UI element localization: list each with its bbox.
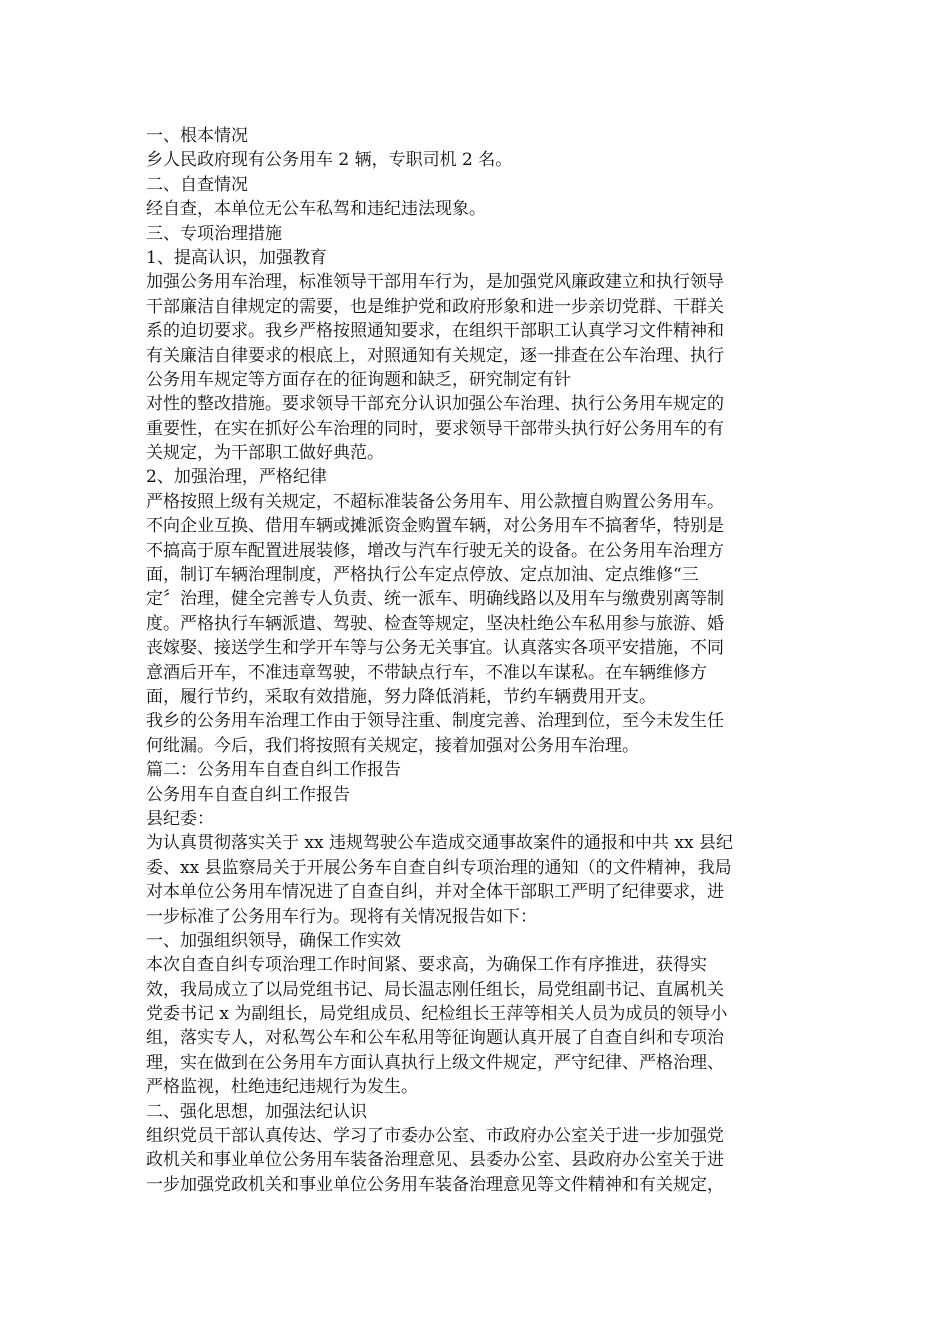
text-line: 效，我局成立了以局党组书记、局长温志刚任组长，局党组副书记、直属机关	[146, 979, 724, 1000]
text-line: 丧嫁娶、接送学生和学开车等与公务无关事宜。认真落实各项平安措施，不同	[146, 638, 724, 659]
text-line: 2、加强治理，严格纪律	[146, 467, 327, 488]
text-line: 委、xx 县监察局关于开展公务车自查自纠专项治理的通知（的文件精神，我局	[146, 857, 732, 878]
text-line: 有关廉洁自律要求的根底上，对照通知有关规定，逐一排查在公车治理、执行	[146, 345, 724, 366]
text-line: 一、加强组织领导，确保工作实效	[146, 930, 401, 951]
document-page	[146, 124, 806, 1197]
text-line: 何纰漏。今后，我们将按照有关规定，接着加强对公务用车治理。	[146, 735, 639, 756]
text-line: 组织党员干部认真传达、学习了市委办公室、市政府办公室关于进一步加强党	[146, 1126, 724, 1147]
text-line: 严格监视，杜绝违纪违规行为发生。	[146, 1077, 418, 1098]
text-line: 度。严格执行车辆派遣、驾驶、检查等规定，坚决杜绝公车私用参与旅游、婚	[146, 613, 724, 634]
text-line: 意酒后开车，不准违章驾驶，不带缺点行车，不准以车谋私。在车辆维修方	[146, 662, 707, 683]
text-line: 干部廉洁自律规定的需要，也是维护党和政府形象和进一步亲切党群、干群关	[146, 296, 724, 317]
text-line: 县纪委：	[146, 808, 214, 829]
text-line: 篇二：公务用车自查自纠工作报告	[146, 760, 401, 781]
text-line: 关规定，为干部职工做好典范。	[146, 443, 384, 464]
text-line: 加强公务用车治理，标准领导干部用车行为，是加强党风廉政建立和执行领导	[146, 272, 724, 293]
text-line: 公务用车规定等方面存在的征询题和缺乏，研究制定有针	[146, 369, 571, 390]
text-line: 一、根本情况	[146, 126, 248, 146]
text-line: 不向企业互换、借用车辆或摊派资金购置车辆，对公务用车不搞奢华，特别是	[146, 516, 724, 537]
text-line: 三、专项治理措施	[146, 223, 282, 244]
text-line: 严格按照上级有关规定，不超标准装备公务用车、用公款擅自购置公务用车。	[146, 491, 724, 512]
text-line: 重要性，在实在抓好公车治理的同时，要求领导干部带头执行好公务用车的有	[146, 418, 724, 439]
text-line: 经自查，本单位无公车私驾和违纪违法现象。	[146, 199, 486, 220]
text-line: 对本单位公务用车情况进了自查自纠，并对全体干部职工严明了纪律要求，进	[146, 882, 724, 903]
text-line: 乡人民政府现有公务用车 2 辆，专职司机 2 名。	[146, 150, 513, 171]
text-line: 对性的整改措施。要求领导干部充分认识加强公车治理、执行公务用车规定的	[146, 394, 724, 415]
text-line: 二、自查情况	[146, 174, 248, 195]
text-line: 我乡的公务用车治理工作由于领导注重、制度完善、治理到位，至今未发生任	[146, 711, 724, 732]
text-line: 为认真贯彻落实关于 xx 违规驾驶公车造成交通事故案件的通报和中共 xx 县纪	[146, 833, 733, 854]
text-line: 一步标准了公务用车行为。现将有关情况报告如下：	[146, 906, 537, 927]
text-line: 面，制订车辆治理制度，严格执行公车定点停放、定点加油、定点维修“三	[146, 565, 699, 586]
text-line: 本次自查自纠专项治理工作时间紧、要求高，为确保工作有序推进，获得实	[146, 955, 707, 976]
text-line: 一步加强党政机关和事业单位公务用车装备治理意见等文件精神和有关规定，	[146, 1174, 724, 1195]
text-line: 系的迫切要求。我乡严格按照通知要求，在组织干部职工认真学习文件精神和	[146, 321, 724, 342]
text-line: 定〞治理，健全完善专人负责、统一派车、明确线路以及用车与缴费别离等制	[146, 589, 724, 610]
text-line: 政机关和事业单位公务用车装备治理意见、县委办公室、县政府办公室关于进	[146, 1150, 724, 1171]
text-line: 公务用车自查自纠工作报告	[146, 784, 350, 805]
text-line: 理，实在做到在公务用车方面认真执行上级文件规定，严守纪律、严格治理、	[146, 1052, 724, 1073]
text-line: 二、强化思想，加强法纪认识	[146, 1101, 367, 1122]
text-line: 面，履行节约，采取有效措施，努力降低消耗，节约车辆费用开支。	[146, 686, 656, 707]
text-line: 1、提高认识，加强教育	[146, 247, 327, 268]
text-line: 组，落实专人，对私驾公车和公车私用等征询题认真开展了自查自纠和专项治	[146, 1028, 724, 1049]
text-line: 党委书记 x 为副组长，局党组成员、纪检组长王萍等相关人员为成员的领导小	[146, 1004, 728, 1025]
text-line: 不搞高于原车配置进展装修，增改与汽车行驶无关的设备。在公务用车治理方	[146, 540, 724, 561]
